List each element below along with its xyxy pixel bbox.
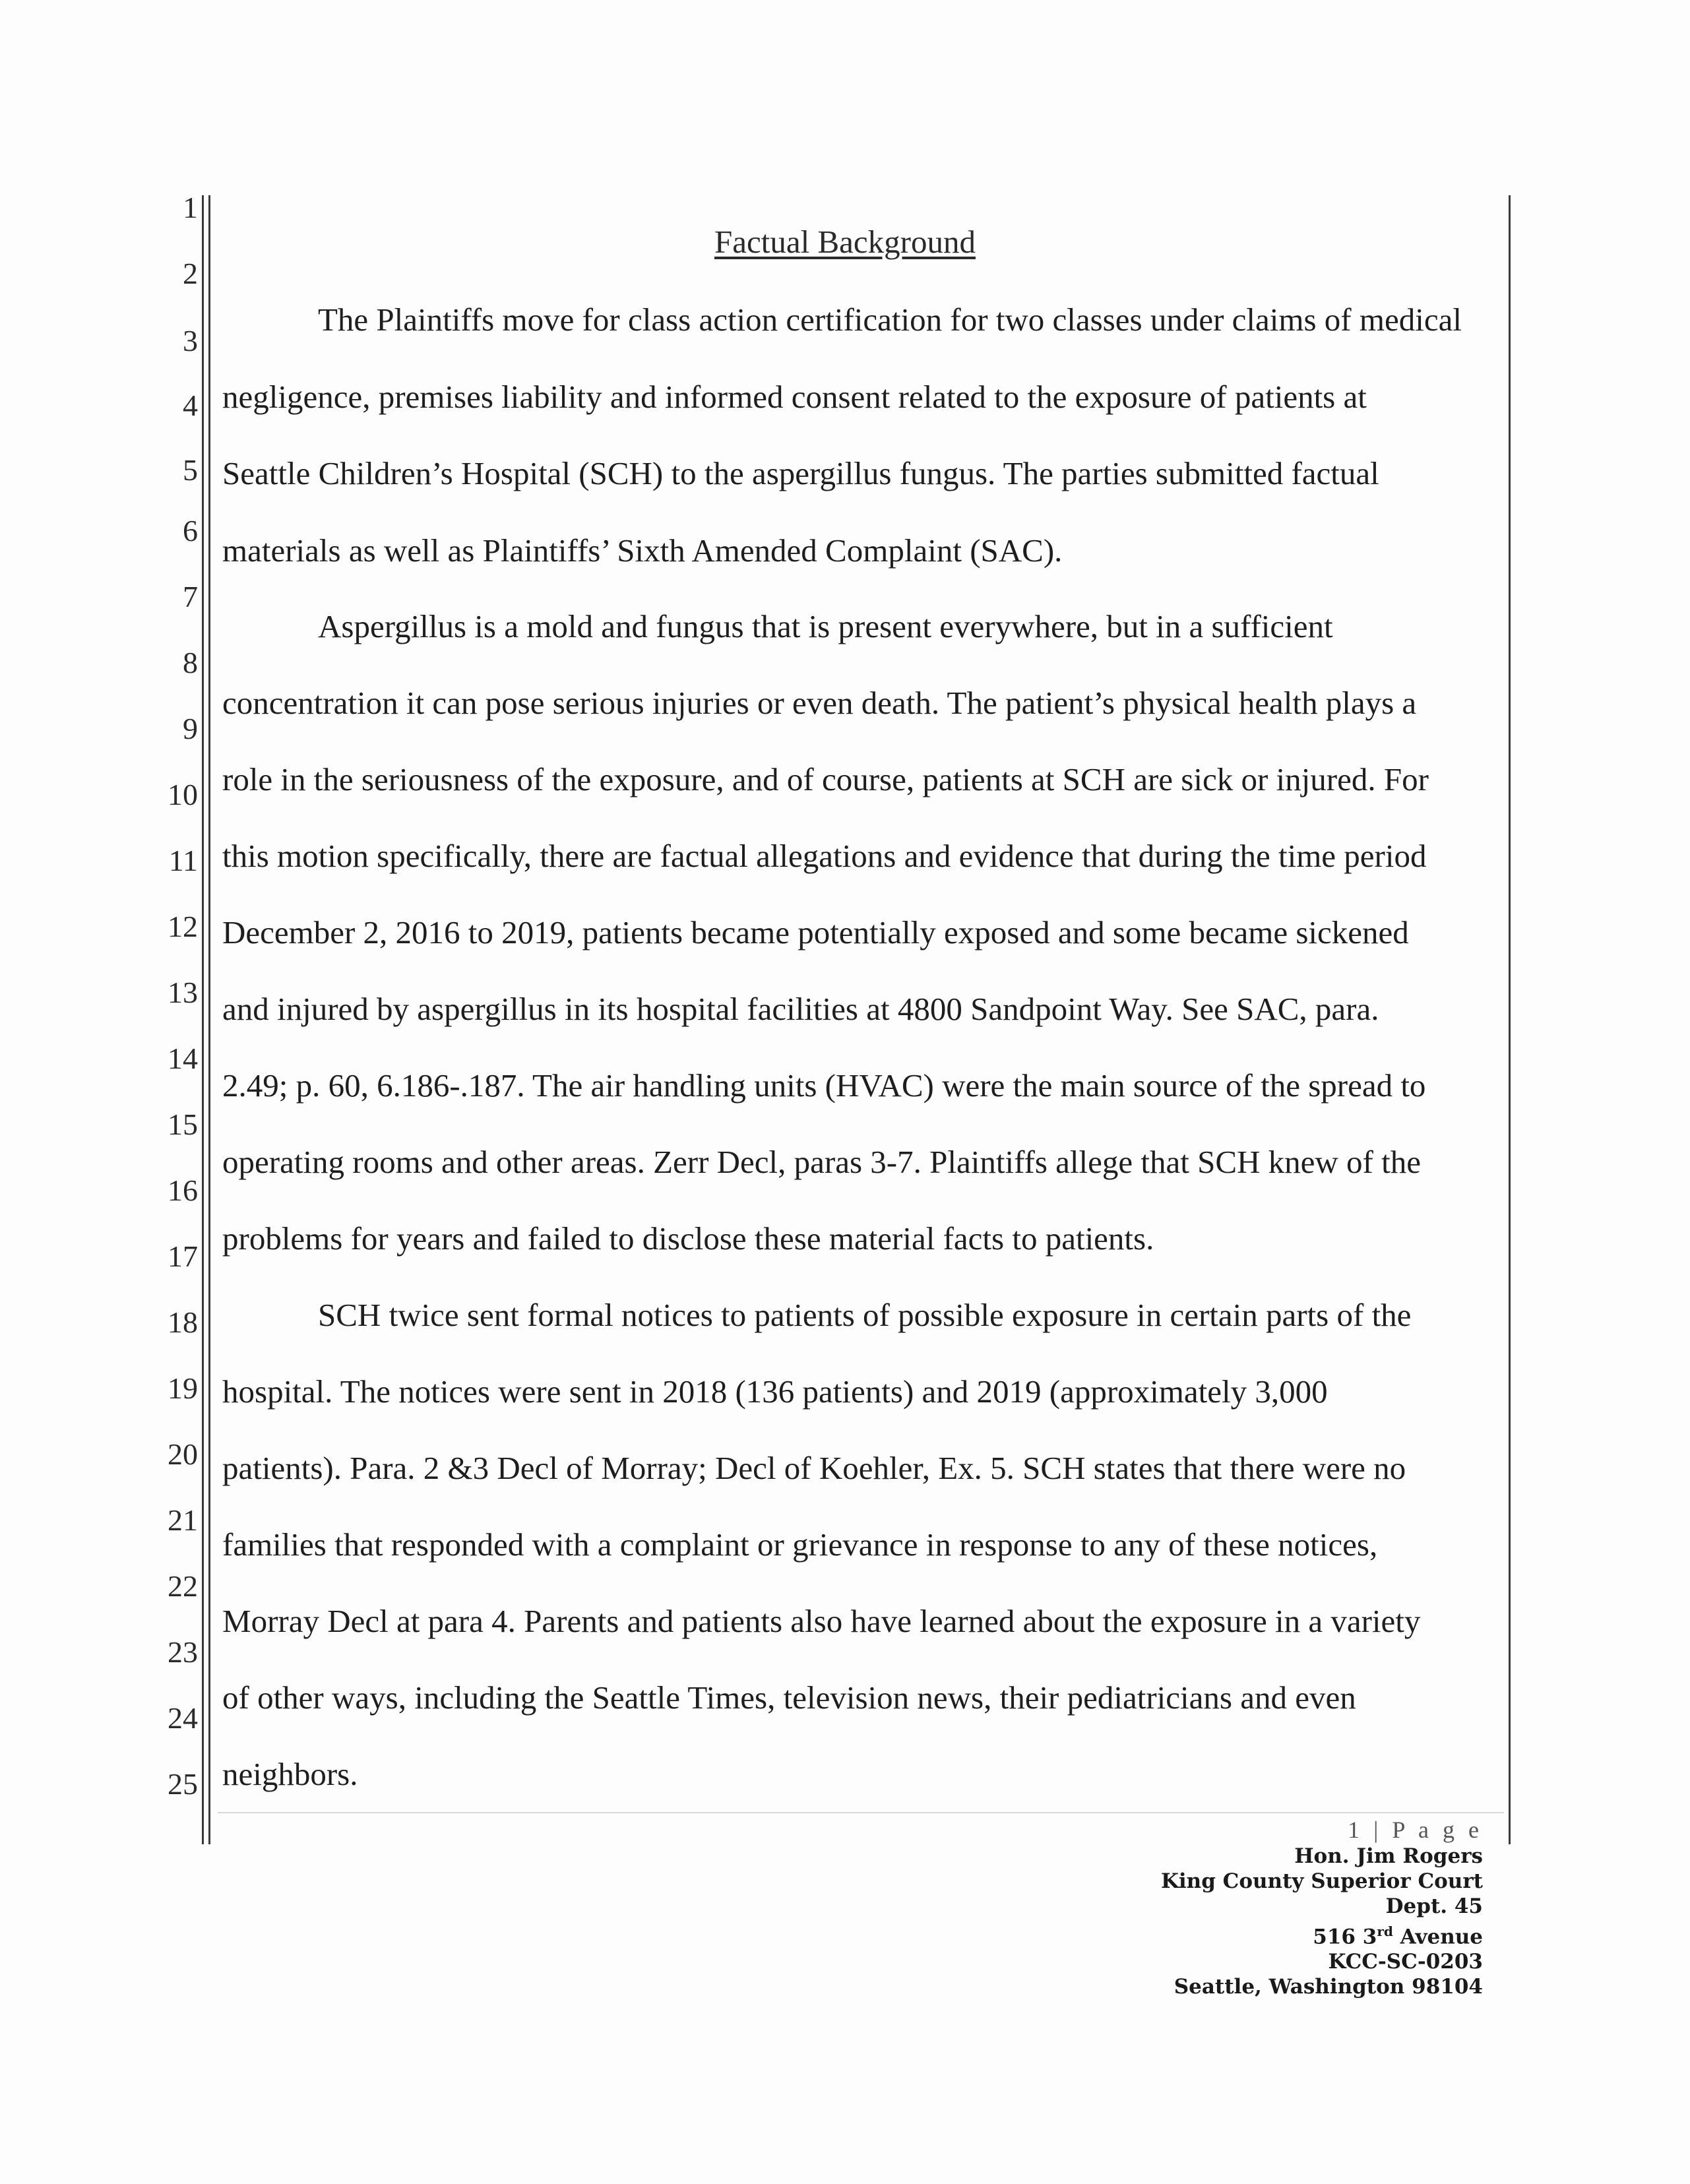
line-number: 23 <box>168 1635 198 1669</box>
city-state-zip: Seattle, Washington 98104 <box>1174 1975 1483 1999</box>
court-address <box>1161 1919 1483 1949</box>
line-number: 2 <box>183 257 198 290</box>
judge-name: Hon. Jim Rogers <box>1294 1844 1483 1868</box>
line-number: 1 <box>183 191 198 224</box>
right-margin-rule <box>1509 195 1511 1844</box>
court-name: King County Superior Court <box>1160 1869 1483 1893</box>
body-line: patients). Para. 2 &3 Decl of Morray; Decl of Koehler, Ex. 5. SCH states that there were no <box>222 1450 1406 1486</box>
line-number: 18 <box>168 1305 198 1339</box>
body-line: The Plaintiffs move for class action certification for two classes under claims of medical <box>318 301 1462 338</box>
footer-block <box>1161 1817 1483 1999</box>
line-number: 12 <box>168 910 198 943</box>
bottom-rule <box>218 1812 1504 1813</box>
body-line: concentration it can pose serious injuries or even death. The patient’s physical health plays a <box>222 685 1417 721</box>
department: Dept. 45 <box>1385 1894 1483 1918</box>
body-line: hospital. The notices were sent in 2018 (136 patients) and 2019 (approximately 3,000 <box>222 1373 1328 1410</box>
line-number: 14 <box>168 1042 198 1075</box>
line-number: 21 <box>168 1503 198 1537</box>
line-number: 7 <box>183 580 198 613</box>
section-heading <box>0 223 1690 261</box>
line-number: 13 <box>168 976 198 1009</box>
line-number: 9 <box>183 712 198 745</box>
line-number: 5 <box>183 453 198 487</box>
line-number: 24 <box>168 1701 198 1735</box>
body-line: Aspergillus is a mold and fungus that is present everywhere, but in a sufficient <box>318 608 1333 644</box>
line-number: 6 <box>183 514 198 547</box>
line-number: 20 <box>168 1437 198 1471</box>
line-number: 10 <box>168 778 198 811</box>
body-line: negligence, premises liability and informed consent related to the exposure of patients at <box>222 379 1367 415</box>
body-line: SCH twice sent formal notices to patients of possible exposure in certain parts of the <box>318 1297 1412 1333</box>
line-number: 3 <box>183 324 198 358</box>
line-number: 16 <box>168 1173 198 1207</box>
body-line: December 2, 2016 to 2019, patients became potentially exposed and some became sickened <box>222 914 1409 951</box>
heading-text: Factual Background <box>714 224 976 260</box>
body-line: families that responded with a complaint or grievance in response to any of these notices, <box>222 1526 1378 1563</box>
body-line: this motion specifically, there are factual allegations and evidence that during the time period <box>222 838 1427 874</box>
body-line: of other ways, including the Seattle Times, television news, their pediatricians and even <box>222 1679 1356 1716</box>
body-line: 2.49; p. 60, 6.186-.187. The air handling units (HVAC) were the main source of the spread to <box>222 1067 1426 1104</box>
body-line: and injured by aspergillus in its hospital facilities at 4800 Sandpoint Way. See SAC, para. <box>222 991 1379 1027</box>
line-number: 4 <box>183 389 198 422</box>
body-line: problems for years and failed to disclose these material facts to patients. <box>222 1220 1154 1257</box>
body-line: materials as well as Plaintiffs’ Sixth Amended Complaint (SAC). <box>222 532 1063 569</box>
left-margin-rule-inner <box>208 195 210 1844</box>
page-number: 1 | P a g e <box>1348 1817 1483 1843</box>
address-number: 516 3 <box>1313 1925 1377 1949</box>
line-number: 22 <box>168 1569 198 1603</box>
body-line: Morray Decl at para 4. Parents and patients also have learned about the exposure in a variety <box>222 1603 1421 1639</box>
body-line: neighbors. <box>222 1756 358 1792</box>
address-street: Avenue <box>1393 1925 1483 1949</box>
line-number: 8 <box>183 646 198 679</box>
address-suffix: rd <box>1377 1923 1393 1939</box>
body-line: Seattle Children’s Hospital (SCH) to the aspergillus fungus. The parties submitted factual <box>222 455 1379 491</box>
courtroom: KCC-SC-0203 <box>1328 1950 1483 1974</box>
line-number: 15 <box>168 1108 198 1141</box>
line-number: 11 <box>168 844 198 877</box>
body-line: role in the seriousness of the exposure, and of course, patients at SCH are sick or injured. For <box>222 761 1429 797</box>
body-line: operating rooms and other areas. Zerr Decl, paras 3-7. Plaintiffs allege that SCH knew of the <box>222 1144 1421 1180</box>
line-number: 19 <box>168 1371 198 1405</box>
line-number: 17 <box>168 1239 198 1273</box>
line-number: 25 <box>168 1767 198 1801</box>
left-margin-rule-outer <box>202 195 204 1844</box>
